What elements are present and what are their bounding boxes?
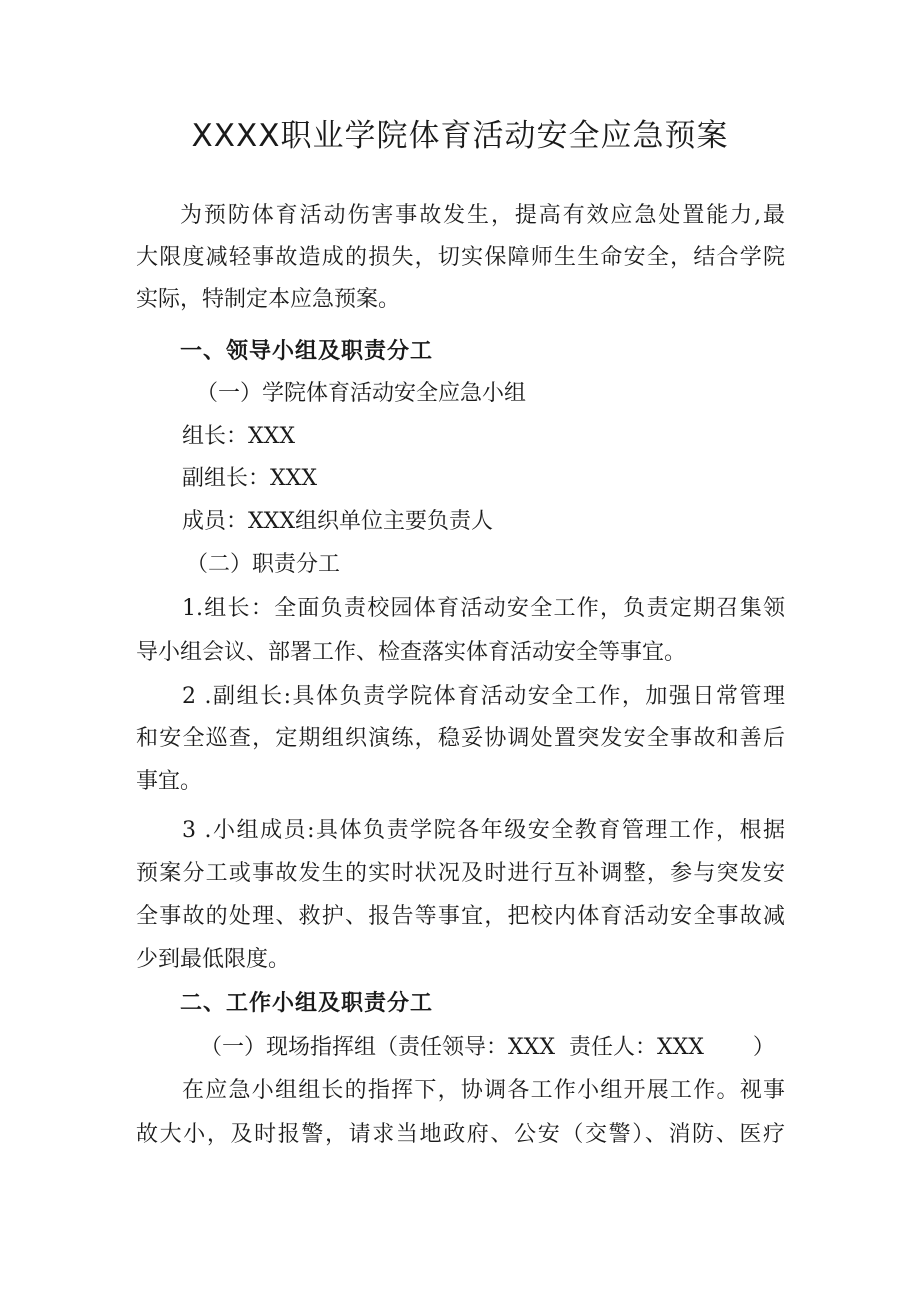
section2-para-line-1: 在应急小组组长的指挥下，协调各工作小组开展工作。视事	[182, 1078, 785, 1103]
intro-line-3: 实际，特制定本应急预案。	[136, 287, 401, 312]
leader-line: 组长：XXX	[182, 424, 295, 449]
section2-para-line-2: 故大小，及时报警，请求当地政府、公安（交警）、消防、医疗	[136, 1122, 785, 1147]
item3-line-4: 少到最低限度。	[136, 947, 291, 972]
item3-line-1: 3 .小组成员:具体负责学院各年级安全教育管理工作，根据	[182, 818, 785, 843]
item2-line-1: 2 .副组长:具体负责学院体育活动安全工作，加强日常管理	[182, 684, 785, 709]
intro-line-1: 为预防体育活动伤害事故发生，提高有效应急处置能力,最	[180, 203, 785, 228]
item1-line-1: 1.组长：全面负责校园体育活动安全工作，负责定期召集领	[182, 596, 785, 621]
item3-line-3: 全事故的处理、救护、报告等事宜，把校内体育活动安全事故减	[136, 904, 785, 929]
item3-line-2: 预案分工或事故发生的实时状况及时进行互补调整，参与突发安	[136, 861, 785, 886]
section1-heading: 一、领导小组及职责分工	[180, 339, 434, 364]
section2-sub1: （一）现场指挥组（责任领导：XXX 责任人：XXX ）	[200, 1035, 775, 1060]
section1-sub2: （二）职责分工	[186, 552, 341, 577]
intro-line-2: 大限度减轻事故造成的损失，切实保障师生生命安全，结合学院	[136, 245, 785, 270]
section2-heading: 二、工作小组及职责分工	[180, 991, 434, 1016]
item2-line-2: 和安全巡查，定期组织演练，稳妥协调处置突发安全事故和善后	[136, 726, 785, 751]
section1-sub1: （一）学院体育活动安全应急小组	[196, 381, 527, 406]
members-line: 成员：XXX组织单位主要负责人	[182, 509, 493, 534]
item1-line-2: 导小组会议、部署工作、检查落实体育活动安全等事宜。	[136, 640, 687, 665]
deputy-line: 副组长：XXX	[182, 466, 317, 491]
document-title: XXXX职业学院体育活动安全应急预案	[191, 118, 729, 154]
item2-line-3: 事宜。	[136, 769, 203, 794]
